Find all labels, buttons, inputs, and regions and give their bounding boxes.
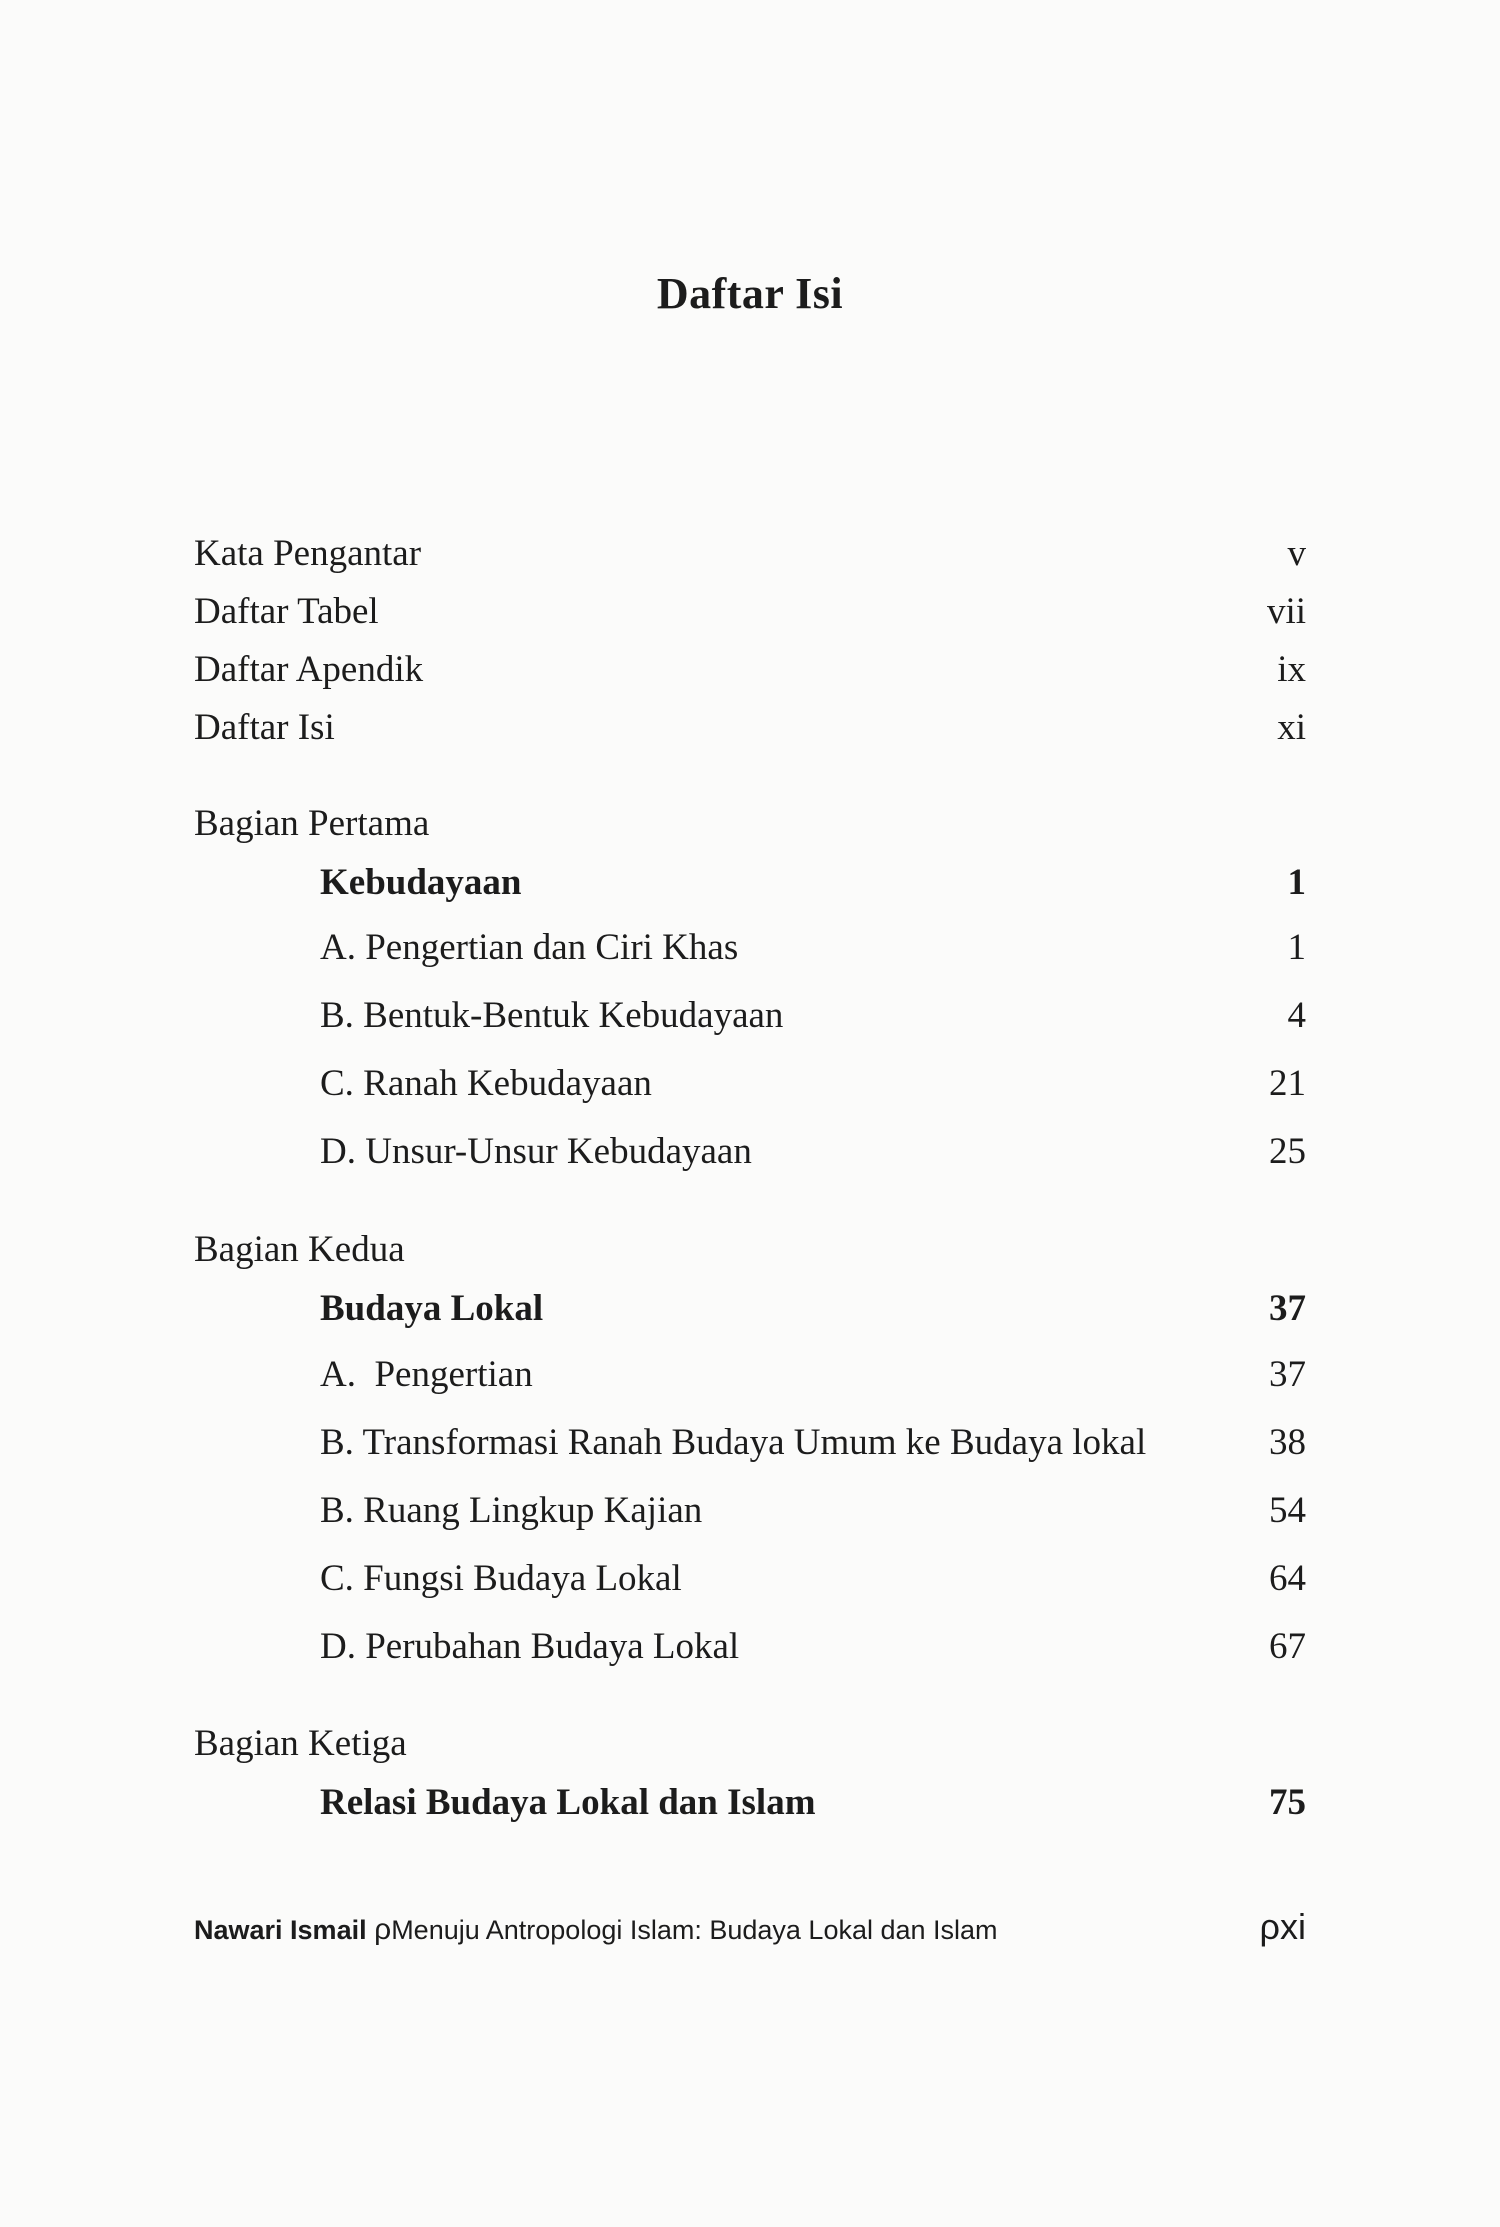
section-entry bbox=[320, 994, 1306, 1050]
section-entry bbox=[320, 1130, 1306, 1186]
chapter-page: 1 bbox=[1287, 862, 1306, 903]
section-page: 21 bbox=[1269, 1063, 1306, 1104]
running-footer bbox=[194, 1913, 998, 1947]
toc-entry-page: v bbox=[1287, 533, 1306, 574]
toc-entry-page: vii bbox=[1266, 591, 1306, 632]
section-page: 4 bbox=[1287, 995, 1306, 1036]
chapter-label: Relasi Budaya Lokal dan Islam bbox=[320, 1782, 816, 1823]
section-entry bbox=[320, 1489, 1306, 1545]
page-footer bbox=[194, 1906, 1306, 1948]
toc-entry bbox=[194, 532, 1306, 588]
toc-entry bbox=[194, 590, 1306, 646]
toc-entry-label: Daftar Isi bbox=[194, 707, 335, 748]
chapter-label: Kebudayaan bbox=[320, 862, 522, 903]
part-label: Bagian Kedua bbox=[194, 1229, 405, 1270]
part-heading bbox=[194, 802, 1306, 858]
toc-entry bbox=[194, 706, 1306, 762]
page-symbol: ρ bbox=[1259, 1906, 1280, 1947]
part-heading bbox=[194, 1722, 1306, 1778]
section-label: C. Ranah Kebudayaan bbox=[320, 1063, 652, 1104]
section-page: 37 bbox=[1269, 1354, 1306, 1395]
section-page: 64 bbox=[1269, 1558, 1306, 1599]
footer-book-title: Menuju Antropologi Islam: Budaya Lokal dan Islam bbox=[391, 1915, 998, 1945]
section-entry bbox=[320, 1353, 1306, 1409]
section-entry bbox=[320, 926, 1306, 982]
section-entry bbox=[320, 1625, 1306, 1681]
chapter-entry bbox=[320, 1781, 1306, 1837]
section-label: C. Fungsi Budaya Lokal bbox=[320, 1558, 682, 1599]
page-number bbox=[1260, 1906, 1306, 1948]
section-page: 67 bbox=[1269, 1626, 1306, 1667]
page-title: Daftar Isi bbox=[656, 269, 844, 318]
chapter-entry bbox=[320, 861, 1306, 917]
part-label: Bagian Ketiga bbox=[194, 1723, 407, 1764]
footer-author: Nawari Ismail bbox=[194, 1915, 367, 1945]
section-page: 54 bbox=[1269, 1490, 1306, 1531]
part-heading bbox=[194, 1228, 1306, 1284]
toc-entry-label: Daftar Tabel bbox=[194, 591, 379, 632]
toc-entry-label: Kata Pengantar bbox=[194, 533, 422, 574]
section-page: 25 bbox=[1269, 1131, 1306, 1172]
section-label: A. Pengertian dan Ciri Khas bbox=[320, 927, 739, 968]
toc-entry-label: Daftar Apendik bbox=[194, 649, 424, 690]
section-label: A. Pengertian bbox=[320, 1354, 533, 1395]
page-number-value: xi bbox=[1280, 1906, 1306, 1947]
section-label: D. Unsur-Unsur Kebudayaan bbox=[320, 1131, 752, 1172]
section-entry bbox=[320, 1557, 1306, 1613]
section-entry bbox=[320, 1421, 1306, 1477]
chapter-page: 37 bbox=[1269, 1288, 1306, 1329]
part-label: Bagian Pertama bbox=[194, 803, 430, 844]
section-page: 1 bbox=[1287, 927, 1306, 968]
section-label: D. Perubahan Budaya Lokal bbox=[320, 1626, 740, 1667]
toc-entry-page: xi bbox=[1277, 707, 1306, 748]
toc-entry-page: ix bbox=[1277, 649, 1306, 690]
chapter-entry bbox=[320, 1287, 1306, 1343]
section-label: B. Transformasi Ranah Budaya Umum ke Budaya lokal bbox=[320, 1422, 1147, 1463]
chapter-page: 75 bbox=[1269, 1782, 1306, 1823]
section-page: 38 bbox=[1269, 1422, 1306, 1463]
toc-entry bbox=[194, 648, 1306, 704]
section-label: B. Bentuk-Bentuk Kebudayaan bbox=[320, 995, 784, 1036]
footer-separator: ρ bbox=[374, 1913, 392, 1946]
section-entry bbox=[320, 1062, 1306, 1118]
chapter-label: Budaya Lokal bbox=[320, 1288, 544, 1329]
section-label: B. Ruang Lingkup Kajian bbox=[320, 1490, 703, 1531]
